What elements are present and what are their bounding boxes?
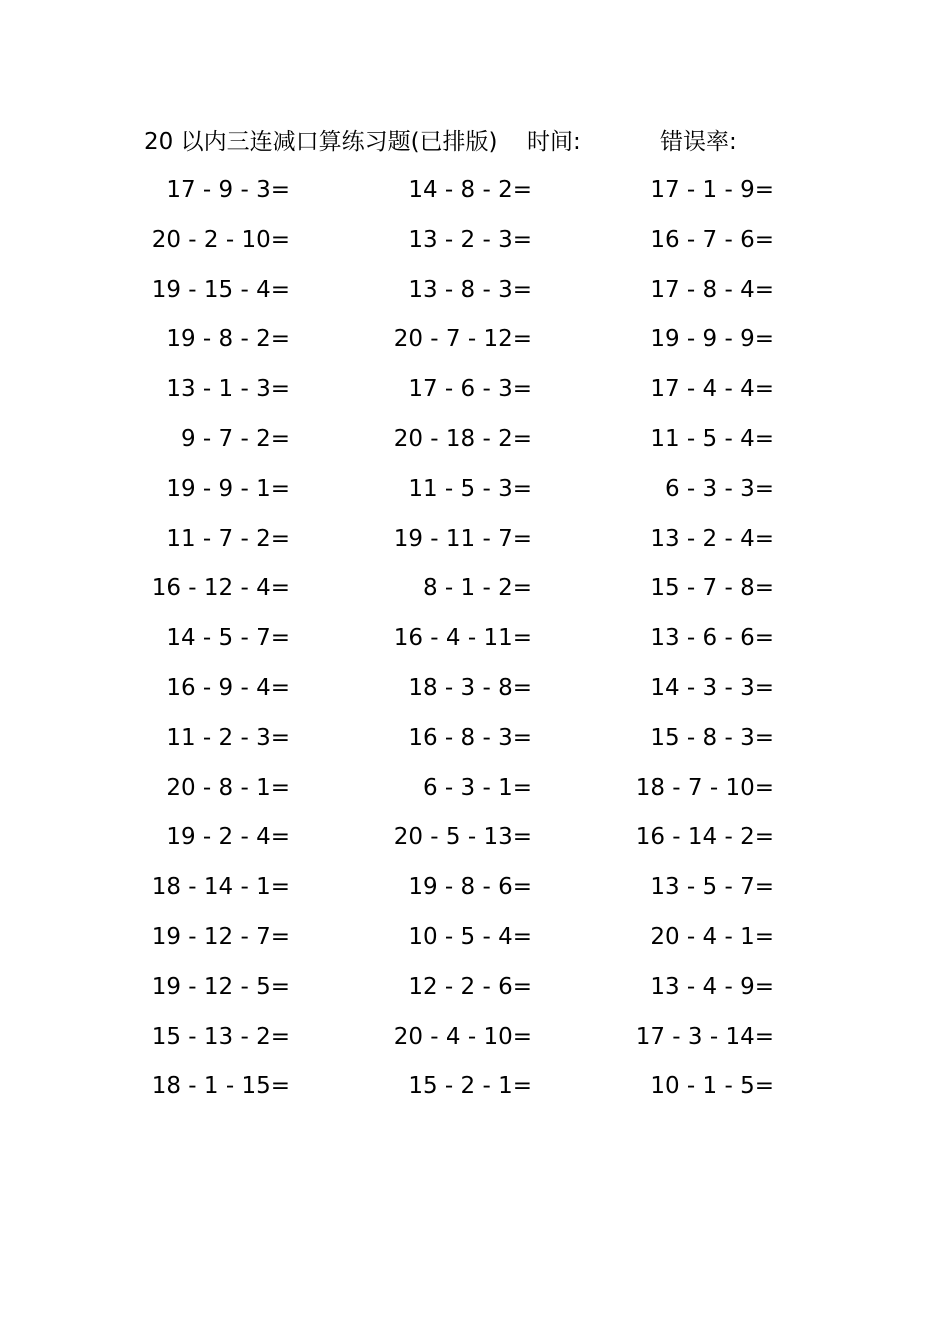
subtraction-problem: 19 - 9 - 1= xyxy=(166,475,290,502)
subtraction-problem: 16 - 12 - 4= xyxy=(151,575,290,602)
subtraction-problem: 19 - 2 - 4= xyxy=(166,824,290,851)
subtraction-problem: 13 - 2 - 3= xyxy=(408,226,532,253)
subtraction-problem: 13 - 4 - 9= xyxy=(650,973,774,1000)
subtraction-problem: 8 - 1 - 2= xyxy=(422,575,532,602)
subtraction-problem: 17 - 8 - 4= xyxy=(650,276,774,303)
subtraction-problem: 17 - 4 - 4= xyxy=(650,376,774,403)
subtraction-problem: 20 - 5 - 13= xyxy=(393,824,532,851)
subtraction-problem: 17 - 1 - 9= xyxy=(650,177,774,203)
problem-grid xyxy=(0,170,950,1116)
subtraction-problem: 6 - 3 - 1= xyxy=(422,774,532,801)
subtraction-problem: 20 - 4 - 1= xyxy=(650,923,774,950)
subtraction-problem: 13 - 2 - 4= xyxy=(650,525,774,552)
subtraction-problem: 20 - 7 - 12= xyxy=(393,326,532,353)
subtraction-problem: 20 - 4 - 10= xyxy=(393,1023,532,1050)
subtraction-problem: 14 - 8 - 2= xyxy=(408,177,532,203)
problem-row xyxy=(0,469,950,519)
subtraction-problem: 17 - 3 - 14= xyxy=(635,1023,774,1050)
subtraction-problem: 11 - 5 - 4= xyxy=(650,425,774,452)
problem-row xyxy=(0,618,950,668)
problem-row xyxy=(0,270,950,320)
time-label: 时间: xyxy=(527,129,581,155)
subtraction-problem: 19 - 11 - 7= xyxy=(393,525,532,552)
subtraction-problem: 17 - 6 - 3= xyxy=(408,376,532,403)
subtraction-problem: 15 - 13 - 2= xyxy=(151,1023,290,1050)
subtraction-problem: 15 - 2 - 1= xyxy=(408,1073,532,1100)
subtraction-problem: 20 - 18 - 2= xyxy=(393,425,532,452)
problem-row xyxy=(0,519,950,569)
subtraction-problem: 11 - 7 - 2= xyxy=(166,525,290,552)
subtraction-problem: 16 - 14 - 2= xyxy=(635,824,774,851)
problem-row xyxy=(0,768,950,818)
subtraction-problem: 18 - 14 - 1= xyxy=(151,874,290,901)
subtraction-problem: 13 - 1 - 3= xyxy=(166,376,290,403)
subtraction-problem: 18 - 7 - 10= xyxy=(635,774,774,801)
error-rate-label: 错误率: xyxy=(660,129,737,155)
problem-row xyxy=(0,1066,950,1116)
subtraction-problem: 6 - 3 - 3= xyxy=(664,475,774,502)
subtraction-problem: 19 - 9 - 9= xyxy=(650,326,774,353)
worksheet-header xyxy=(0,124,950,160)
subtraction-problem: 16 - 8 - 3= xyxy=(408,724,532,751)
problem-row xyxy=(0,568,950,618)
problem-row xyxy=(0,967,950,1017)
subtraction-problem: 20 - 2 - 10= xyxy=(151,226,290,253)
subtraction-problem: 19 - 8 - 2= xyxy=(166,326,290,353)
problem-row xyxy=(0,319,950,369)
subtraction-problem: 16 - 9 - 4= xyxy=(166,674,290,701)
problem-row xyxy=(0,419,950,469)
subtraction-problem: 12 - 2 - 6= xyxy=(408,973,532,1000)
subtraction-problem: 14 - 5 - 7= xyxy=(166,625,290,652)
subtraction-problem: 15 - 8 - 3= xyxy=(650,724,774,751)
problem-row xyxy=(0,220,950,270)
subtraction-problem: 16 - 7 - 6= xyxy=(650,226,774,253)
subtraction-problem: 19 - 12 - 5= xyxy=(151,973,290,1000)
subtraction-problem: 13 - 8 - 3= xyxy=(408,276,532,303)
problem-row xyxy=(0,369,950,419)
problem-row xyxy=(0,817,950,867)
problem-row xyxy=(0,867,950,917)
subtraction-problem: 14 - 3 - 3= xyxy=(650,674,774,701)
subtraction-problem: 16 - 4 - 11= xyxy=(393,625,532,652)
subtraction-problem: 9 - 7 - 2= xyxy=(180,425,290,452)
subtraction-problem: 18 - 3 - 8= xyxy=(408,674,532,701)
subtraction-problem: 20 - 8 - 1= xyxy=(166,774,290,801)
subtraction-problem: 18 - 1 - 15= xyxy=(151,1073,290,1100)
problem-row xyxy=(0,1017,950,1067)
subtraction-problem: 17 - 9 - 3= xyxy=(166,177,290,203)
subtraction-problem: 13 - 6 - 6= xyxy=(650,625,774,652)
problem-row xyxy=(0,718,950,768)
subtraction-problem: 10 - 5 - 4= xyxy=(408,923,532,950)
problem-row xyxy=(0,917,950,967)
subtraction-problem: 13 - 5 - 7= xyxy=(650,874,774,901)
problem-row xyxy=(0,668,950,718)
subtraction-problem: 19 - 15 - 4= xyxy=(151,276,290,303)
problem-row xyxy=(0,170,950,220)
subtraction-problem: 19 - 8 - 6= xyxy=(408,874,532,901)
subtraction-problem: 19 - 12 - 7= xyxy=(151,923,290,950)
subtraction-problem: 10 - 1 - 5= xyxy=(650,1073,774,1100)
subtraction-problem: 11 - 5 - 3= xyxy=(408,475,532,502)
subtraction-problem: 15 - 7 - 8= xyxy=(650,575,774,602)
subtraction-problem: 11 - 2 - 3= xyxy=(166,724,290,751)
worksheet-title: 20 以内三连减口算练习题(已排版) xyxy=(144,129,498,155)
